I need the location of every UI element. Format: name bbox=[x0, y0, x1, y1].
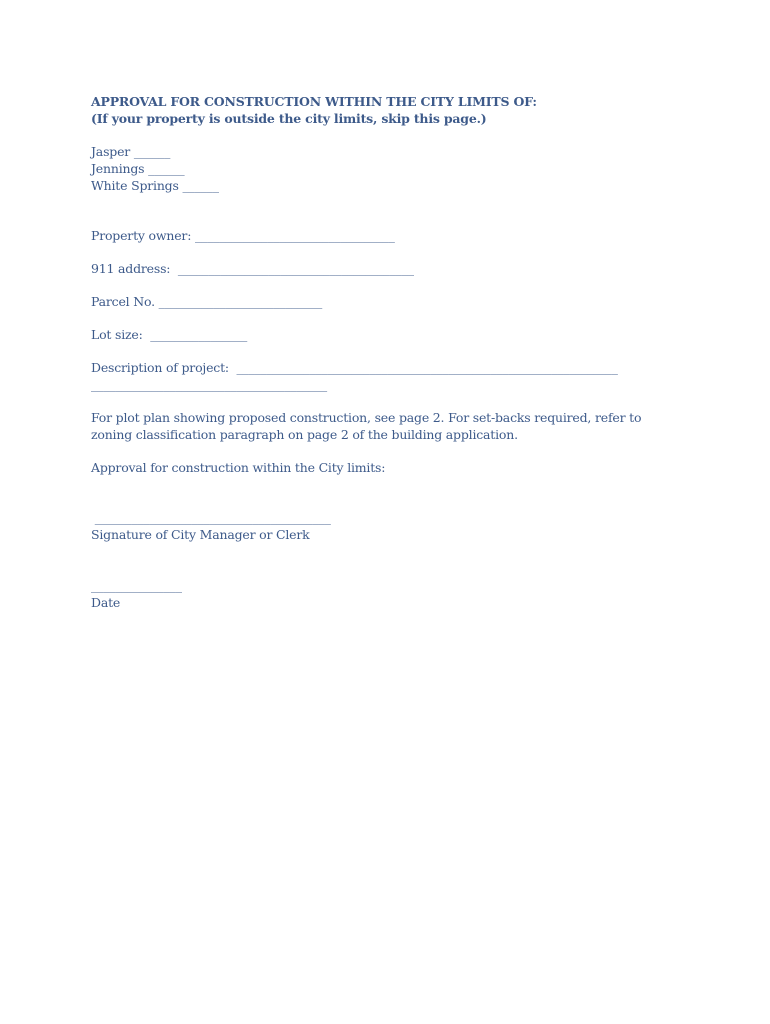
document-content bbox=[91, 93, 691, 611]
property-owner-blank[interactable]: _________________________________ bbox=[195, 228, 395, 243]
parcel-blank[interactable]: ___________________________ bbox=[158, 294, 323, 309]
lot-size-blank[interactable]: ________________ bbox=[150, 327, 247, 342]
city-jasper-blank[interactable]: ______ bbox=[133, 144, 171, 159]
address-911-blank[interactable]: _______________________________________ bbox=[177, 261, 414, 276]
city-jennings-row bbox=[91, 160, 691, 177]
address-911-row bbox=[91, 260, 691, 277]
signature-line bbox=[91, 509, 691, 526]
signature-blank[interactable]: _______________________________________ bbox=[94, 510, 331, 525]
city-jasper-label: Jasper bbox=[91, 144, 131, 159]
city-white-springs-row bbox=[91, 177, 691, 194]
parcel-row bbox=[91, 293, 691, 310]
approval-text: Approval for construction within the City limits: bbox=[91, 460, 386, 475]
address-911-label: 911 address: bbox=[91, 261, 171, 276]
description-blank-2[interactable]: _______________________________________ bbox=[91, 377, 327, 392]
description-row bbox=[91, 359, 691, 376]
city-white-springs-blank[interactable]: ______ bbox=[182, 178, 219, 193]
date-label: Date bbox=[91, 595, 121, 610]
parcel-label: Parcel No. bbox=[91, 294, 155, 309]
property-owner-row bbox=[91, 227, 691, 244]
city-white-springs-label: White Springs bbox=[91, 178, 179, 193]
description-label: Description of project: bbox=[91, 360, 229, 375]
property-owner-label: Property owner: bbox=[91, 228, 192, 243]
description-row-2 bbox=[91, 376, 691, 393]
page-title: APPROVAL FOR CONSTRUCTION WITHIN THE CITY LIMITS OF: bbox=[91, 94, 537, 109]
city-jennings-blank[interactable]: ______ bbox=[148, 161, 185, 176]
signature-label: Signature of City Manager or Clerk bbox=[91, 527, 310, 542]
description-blank[interactable]: _______________________________________________________________ bbox=[236, 360, 618, 375]
city-jasper-row bbox=[91, 143, 691, 160]
city-jennings-label: Jennings bbox=[91, 161, 145, 176]
date-line bbox=[91, 577, 691, 594]
page-subtitle: (If your property is outside the city limits, skip this page.) bbox=[91, 111, 487, 126]
date-blank[interactable]: _______________ bbox=[91, 578, 182, 593]
lot-size-row bbox=[91, 326, 691, 343]
lot-size-label: Lot size: bbox=[91, 327, 143, 342]
plot-plan-paragraph: For plot plan showing proposed construction, see page 2. For set-backs required, refer to zoning classification paragraph on page 2 of the building application. bbox=[91, 410, 642, 442]
